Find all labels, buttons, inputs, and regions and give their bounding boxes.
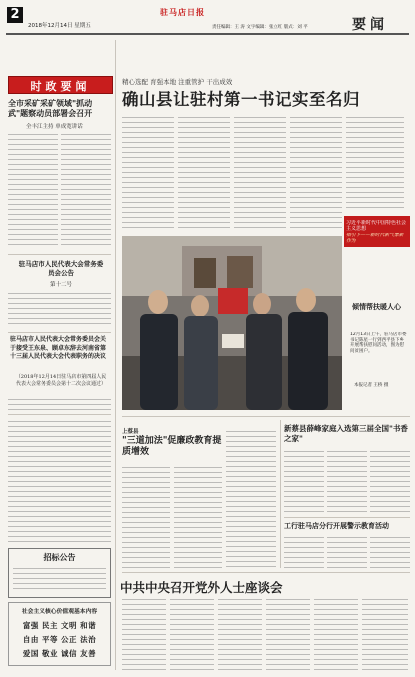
slogan-box bbox=[8, 602, 111, 666]
page-number: 2 bbox=[10, 7, 20, 22]
photo-caption-big: 倾情帮扶暖人心 bbox=[352, 302, 401, 311]
bottom-col-2 bbox=[170, 596, 214, 670]
photo-credit: 本报记者 王桥 摄 bbox=[354, 383, 389, 388]
lead-col-5 bbox=[346, 114, 404, 210]
notice-title: 驻马店市人民代表大会常务委员会公告 bbox=[18, 260, 104, 277]
lead-headline: 确山县让驻村第一书记实至名归 bbox=[122, 90, 360, 109]
main-divider-2 bbox=[284, 517, 410, 518]
section-title: 要闻 bbox=[352, 17, 388, 33]
story4-headline: 工行驻马店分行开展警示教育活动 bbox=[284, 521, 389, 530]
left-article-1-text-b bbox=[61, 131, 111, 249]
slogan-row-3: 爱国 敬业 诚信 友善 bbox=[22, 649, 97, 658]
story2-headline: "三道加法"促廉政教育提质增效 bbox=[122, 436, 222, 457]
story2-kicker: 上蔡县 bbox=[122, 429, 139, 435]
bottom-col-4 bbox=[266, 596, 310, 670]
paper-name: 驻马店日报 bbox=[160, 7, 205, 17]
notice-number: 第十二号 bbox=[49, 282, 72, 288]
story2-col-3 bbox=[226, 428, 276, 568]
story3-col-1 bbox=[284, 448, 324, 512]
ad-strip bbox=[344, 216, 410, 247]
bottom-headline: 中共中央召开党外人士座谈会 bbox=[120, 580, 283, 595]
left-sub-1: 全丰江主持 单成宽讲话 bbox=[26, 124, 83, 130]
left-divider-1 bbox=[8, 254, 111, 255]
date-line: 2018年12月14日 星期五 bbox=[28, 23, 91, 29]
tender-ad-box bbox=[8, 548, 111, 598]
tender-ad-text bbox=[13, 565, 106, 593]
lead-col-3 bbox=[234, 114, 286, 230]
news-photo bbox=[122, 236, 342, 410]
story3-headline: 新蔡县薛峰家庭入选第三届全国"书香之家" bbox=[284, 424, 408, 443]
story4-col-3 bbox=[370, 534, 410, 568]
masthead bbox=[0, 0, 415, 36]
slogan-row-2: 自由 平等 公正 法治 bbox=[22, 635, 97, 644]
editor-line: 责任编辑：王 涛 文字编辑：张立红 版式：刘 平 bbox=[212, 25, 308, 30]
story2-col-2 bbox=[174, 464, 222, 568]
news-banner-text: 时政要闻 bbox=[30, 80, 91, 93]
story2-col-1 bbox=[122, 464, 170, 568]
slogan-row-1: 富强 民主 文明 和谐 bbox=[22, 621, 97, 630]
bottom-col-6 bbox=[362, 596, 408, 670]
main-area bbox=[118, 40, 410, 670]
main-divider-3 bbox=[122, 572, 410, 573]
story3-col-3 bbox=[370, 448, 410, 512]
news-photo-image bbox=[122, 236, 342, 410]
decision-text bbox=[8, 396, 111, 410]
news-banner bbox=[8, 76, 113, 94]
left-column bbox=[6, 40, 113, 670]
left-headline-1: 全市采矿采矿领域"抓动武"题察动员部署会召开 bbox=[8, 98, 93, 118]
main-rule-mid bbox=[280, 420, 281, 568]
bottom-col-1 bbox=[122, 596, 166, 670]
masthead-rule bbox=[6, 33, 409, 35]
story4-col-2 bbox=[327, 534, 367, 568]
decision-date: （2018年12月14日驻马店市第四届人民代表大会常务委员会第十二次会议通过） bbox=[15, 374, 107, 387]
bottom-col-5 bbox=[314, 596, 358, 670]
main-divider-1 bbox=[122, 416, 410, 417]
notice-text bbox=[8, 290, 111, 328]
page-number-box bbox=[7, 7, 23, 23]
slogan-title: 社会主义核心价值观基本内容 bbox=[21, 609, 98, 615]
lead-col-1 bbox=[122, 114, 174, 230]
tender-ad-title: 招标公告 bbox=[43, 552, 76, 562]
left-article-2-text bbox=[8, 418, 111, 542]
ad-strip-line-1: 习近平新时代中国特色社会主义思想 bbox=[346, 220, 407, 232]
story4-col-1 bbox=[284, 534, 324, 568]
lead-col-2 bbox=[178, 114, 230, 230]
lead-col-4 bbox=[290, 114, 342, 230]
bottom-col-3 bbox=[218, 596, 262, 670]
left-divider-3 bbox=[8, 414, 111, 415]
story3-col-2 bbox=[327, 448, 367, 512]
left-divider-2 bbox=[8, 332, 111, 333]
photo-caption-small: 12月13日上午，驻马店市委书记陈星一行到西平县下乡开展帮扶慰问活动，图为慰问贫困户。 bbox=[350, 332, 407, 354]
left-article-1-text bbox=[8, 131, 58, 249]
ad-strip-line-2: 指引下——新时代新气象新作为 bbox=[346, 233, 404, 244]
decision-title: 驻马店市人民代表大会常务委员会关于接受王东泉、顾卓东辞去河南省第十三届人民代表大会代表职务的决议 bbox=[10, 336, 107, 360]
lead-kicker: 精心选配 育强本地 注重管护 干出成效 bbox=[122, 78, 233, 86]
column-rule-left bbox=[115, 40, 116, 670]
